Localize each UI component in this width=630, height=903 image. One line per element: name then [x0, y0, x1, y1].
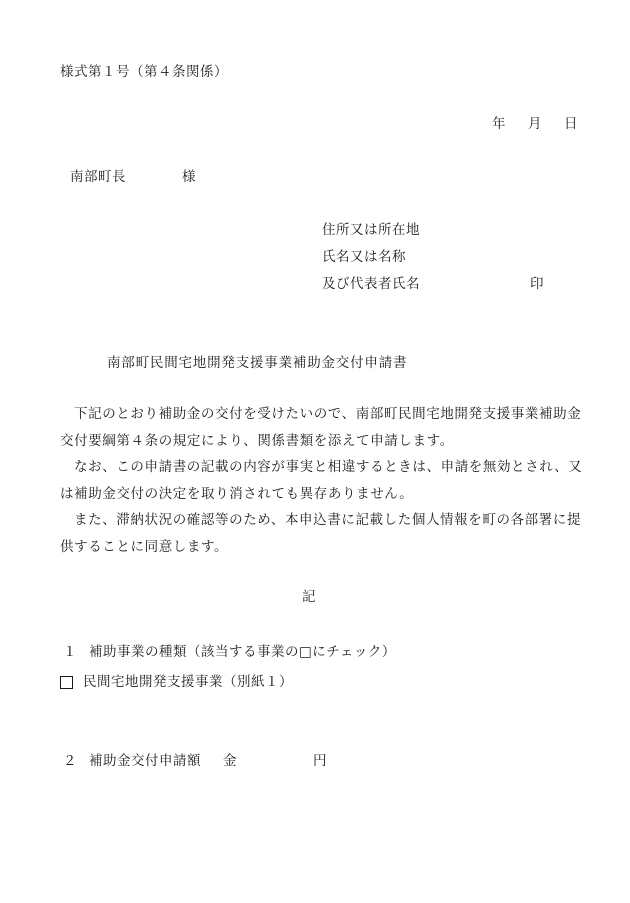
item-1-heading: [63, 646, 396, 660]
addressee: [70, 171, 196, 185]
day-label: 日: [564, 116, 578, 132]
body-paragraph-2-text: なお、この申請書の記載の内容が事実と相違するときは、申請を無効とされ、又は補助金交付の決定を取り消されても異存ありません。: [60, 459, 583, 502]
month-label: 月: [528, 116, 542, 132]
item-2-label: 補助金交付申請額: [89, 753, 201, 769]
document-title: 南部町民間宅地開発支援事業補助金交付申請書: [107, 355, 408, 371]
date-field: [492, 118, 578, 132]
year-label: 年: [492, 116, 506, 132]
project-type-checkbox[interactable]: [60, 676, 73, 689]
body-paragraph-2: [60, 454, 590, 507]
applicant-address-label: 住所又は所在地: [322, 222, 420, 238]
project-type-option-label: 民間宅地開発支援事業（別紙１）: [83, 674, 293, 690]
addressee-honorific: 様: [182, 169, 196, 185]
form-number: 様式第１号（第４条関係）: [60, 64, 228, 80]
item-2-number: ２: [63, 753, 77, 769]
seal-mark: 印: [530, 276, 544, 292]
body-paragraph-1: [60, 401, 590, 454]
applicant-representative-label: 及び代表者氏名: [322, 276, 420, 292]
item-1-number: １: [63, 644, 77, 660]
body-paragraph-3: [60, 507, 590, 560]
body-paragraph-3-text: また、滞納状況の確認等のため、本申込書に記載した個人情報を町の各部署に提供することに同意します。: [60, 512, 582, 555]
item-2-heading: [63, 755, 327, 769]
body-paragraph-1-text: 下記のとおり補助金の交付を受けたいので、南部町民間宅地開発支援事業補助金交付要綱第４条の規定により、関係書類を添えて申請します。: [60, 406, 582, 449]
applicant-name-label: 氏名又は名称: [322, 249, 406, 265]
item-1-label: 補助事業の種類（該当する事業の□にチェック）: [89, 644, 396, 660]
ki-heading: 記: [302, 589, 316, 605]
addressee-name: 南部町長: [70, 169, 126, 185]
amount-yen-label: 円: [313, 753, 327, 769]
project-type-option[interactable]: [60, 676, 293, 690]
amount-kin-label: 金: [223, 753, 237, 769]
